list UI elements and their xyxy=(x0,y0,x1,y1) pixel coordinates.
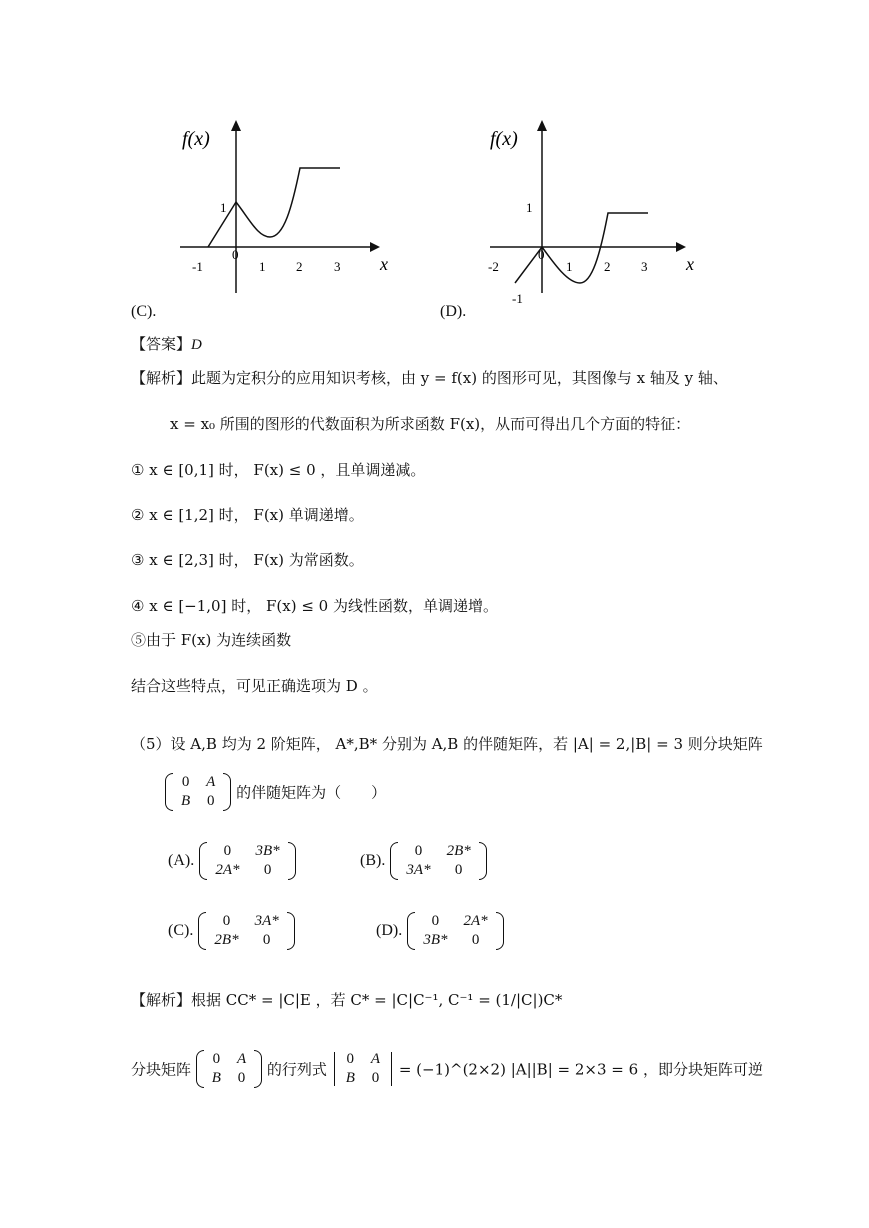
graph-d-ylabel: f(x) xyxy=(490,128,518,150)
answer xyxy=(131,334,202,355)
graph-c-x-tick: 1 xyxy=(259,259,266,274)
graph-d-x-tick: 1 xyxy=(566,259,573,274)
graph-c-x-tick: 3 xyxy=(334,259,341,274)
q5-stem: （5）设 A,B 均为 2 阶矩阵， A*,B* 分别为 A,B 的伴随矩阵，若 |A| = 2,|B| = 3 则分块矩阵 xyxy=(131,735,763,753)
graph-d-caption: (D). xyxy=(440,303,467,320)
graph-d-y-tick-neg: -1 xyxy=(512,291,523,306)
graph-d-xlabel: x xyxy=(686,254,694,274)
graph-c-x-tick: -1 xyxy=(192,259,203,274)
graph-c-caption: (C). xyxy=(131,303,157,320)
analysis-item: ⑤由于 F(x) 为连续函数 xyxy=(131,631,292,649)
answer-label: 【答案】 xyxy=(131,335,192,353)
graph-c-origin: 0 xyxy=(232,247,239,262)
analysis-item: ① x ∈ [0,1] 时， F(x) ≤ 0 ，且单调递减。 xyxy=(131,461,426,479)
q5-block-matrix-line xyxy=(165,773,386,811)
graph-d-x-tick: -2 xyxy=(488,259,499,274)
analysis-label: 【解析】 xyxy=(131,369,192,387)
graph-c-x-tick: 2 xyxy=(296,259,303,274)
q5-analysis-2: 分块矩阵 0 A B 0 的行列式 0 A B 0 = (−1)^(2×2) |A||B| = 2×3 = 6 ，即分块矩阵可逆 xyxy=(131,1051,763,1086)
option-b[interactable]: (B). 0 2B* 3A* 0 xyxy=(360,842,487,880)
graph-d-x-tick: 3 xyxy=(641,259,648,274)
analysis-item: ② x ∈ [1,2] 时， F(x) 单调递增。 xyxy=(131,506,364,524)
graph-c-xlabel: x xyxy=(380,254,388,274)
block-matrix: 0 A B 0 xyxy=(165,773,231,811)
answer-value: D xyxy=(191,337,202,353)
graph-d-origin: 0 xyxy=(538,247,545,262)
analysis-intro-2: x = x₀ 所围的图形的代数面积为所求函数 F(x)，从而可得出几个方面的特征： xyxy=(170,415,691,433)
graph-d-x-tick: 2 xyxy=(604,259,611,274)
q5-matrix-suffix: 的伴随矩阵为（ ） xyxy=(236,783,387,802)
graph-c xyxy=(170,115,410,300)
option-c[interactable]: (C). 0 3A* 2B* 0 xyxy=(168,912,295,950)
analysis-intro-1: 【解析】此题为定积分的应用知识考核，由 y = f(x) 的图形可见，其图像与 x 轴及 y 轴、 xyxy=(131,369,728,387)
analysis-item: ③ x ∈ [2,3] 时， F(x) 为常函数。 xyxy=(131,551,364,569)
analysis-item: ④ x ∈ [−1,0] 时， F(x) ≤ 0 为线性函数，单调递增。 xyxy=(131,597,498,615)
analysis-conclusion: 结合这些特点，可见正确选项为 D 。 xyxy=(131,677,378,695)
option-a[interactable]: (A). 0 3B* 2A* 0 xyxy=(168,842,296,880)
graph-c-ylabel: f(x) xyxy=(182,128,210,150)
option-d[interactable]: (D). 0 2A* 3B* 0 xyxy=(376,912,504,950)
q5-analysis-1: 【解析】根据 CC* = |C|E ，若 C* = |C|C⁻¹, C⁻¹ = (1/|C|)C* xyxy=(131,991,563,1009)
graph-d xyxy=(480,115,720,315)
graph-c-y-tick: 1 xyxy=(220,200,227,215)
graph-d-y-tick-pos: 1 xyxy=(526,200,533,215)
